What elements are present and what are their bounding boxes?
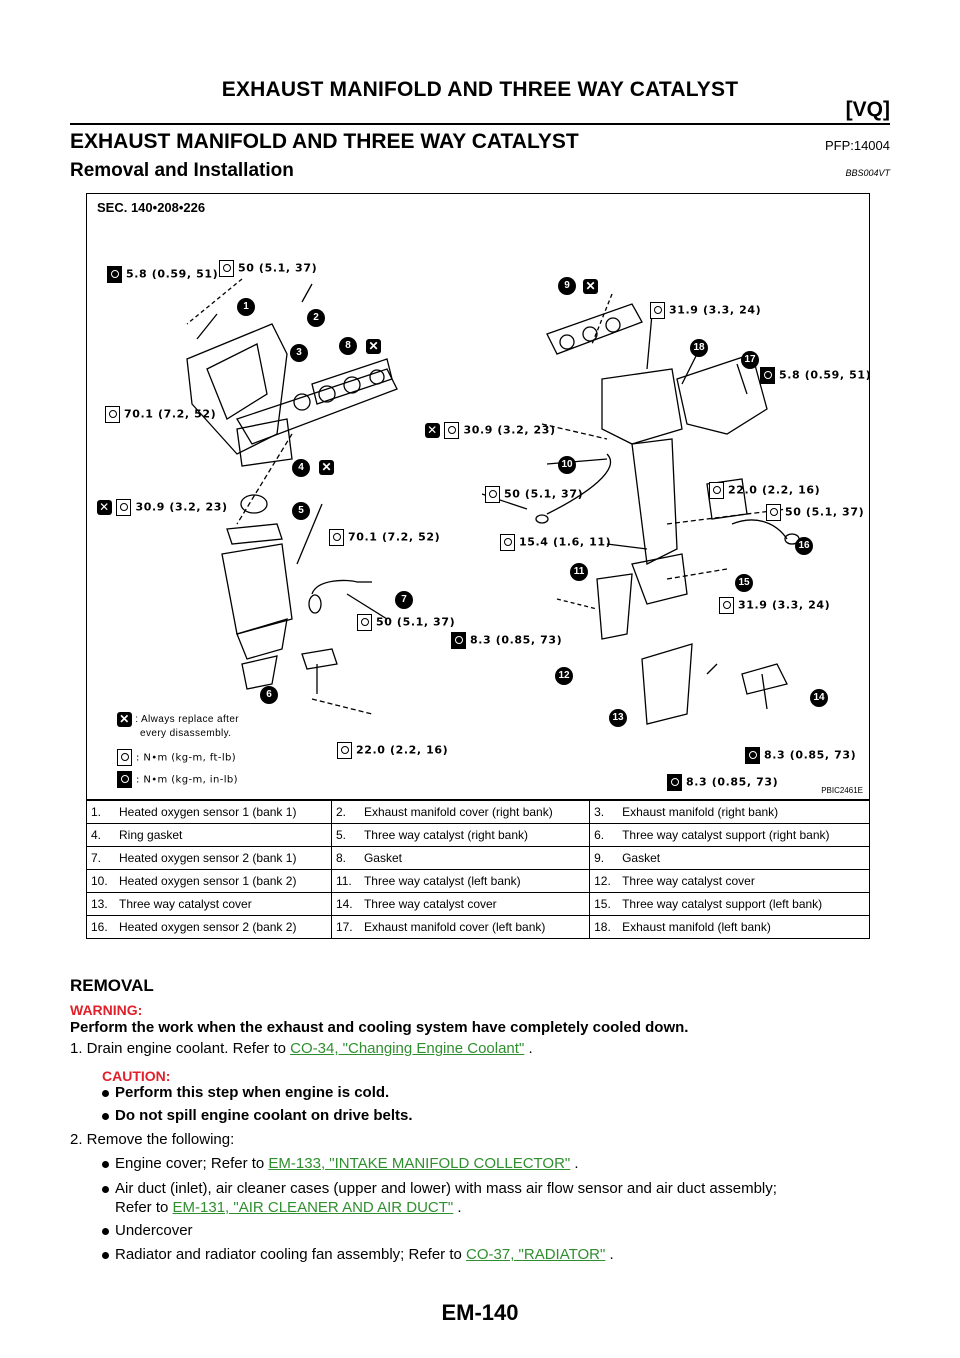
- warning-label: WARNING:: [70, 1002, 143, 1018]
- section-title: EXHAUST MANIFOLD AND THREE WAY CATALYST: [70, 130, 579, 153]
- torque-label: 5.8 (0.59, 51): [107, 266, 218, 283]
- part-number: 13.: [87, 893, 118, 916]
- bullet-icon: [102, 1252, 109, 1259]
- part-number: 17.: [331, 916, 362, 939]
- replace-icon: ✕: [366, 339, 381, 354]
- callout-14: 14: [810, 689, 828, 707]
- replace-icon: ✕: [319, 460, 334, 475]
- header-title: EXHAUST MANIFOLD AND THREE WAY CATALYST: [221, 78, 739, 101]
- callout-6: 6: [260, 686, 278, 704]
- callout-11: 11: [570, 563, 588, 581]
- torque-label: 50 (5.1, 37): [766, 504, 864, 521]
- callout-8: 8: [339, 337, 357, 355]
- subsection-title: Removal and Installation: [70, 160, 294, 181]
- callout-10: 10: [558, 456, 576, 474]
- replace-icon: ✕: [97, 500, 112, 515]
- part-number: 6.: [590, 824, 621, 847]
- torque-label: 31.9 (3.3, 24): [719, 597, 830, 614]
- torque-inlb-icon: [107, 266, 122, 283]
- callout-18: 18: [690, 339, 708, 357]
- torque-ftlb-icon: [500, 534, 515, 551]
- table-row: [87, 824, 870, 847]
- part-number: 11.: [331, 870, 362, 893]
- torque-inlb-icon: [667, 774, 682, 791]
- caution-item: Perform this step when engine is cold.: [102, 1084, 389, 1101]
- torque-ftlb-icon: [337, 742, 352, 759]
- bullet-icon: [102, 1090, 109, 1097]
- page-number-top: EM-140: [441, 1300, 519, 1325]
- torque-label: 22.0 (2.2, 16): [709, 482, 820, 499]
- part-name: Three way catalyst cover: [620, 870, 869, 893]
- removal-item: Undercover: [102, 1222, 193, 1239]
- subsection-code: BBS004VT: [845, 168, 890, 178]
- callout-7: 7: [395, 591, 413, 609]
- torque-ftlb-icon: [105, 406, 120, 423]
- torque-label: 5.8 (0.59, 51): [760, 367, 871, 384]
- header-section-code: [VQ]: [845, 98, 890, 121]
- part-name: Exhaust manifold cover (right bank): [362, 801, 590, 824]
- callout-16: 16: [795, 537, 813, 555]
- torque-ftlb-icon: [485, 486, 500, 503]
- callout-13: 13: [609, 709, 627, 727]
- part-number: 8.: [331, 847, 362, 870]
- bullet-icon: [102, 1161, 109, 1168]
- part-name: Gasket: [362, 847, 590, 870]
- removal-item-cont: Refer to EM-131, "AIR CLEANER AND AIR DUCT" .: [115, 1199, 462, 1216]
- part-name: Gasket: [620, 847, 869, 870]
- part-name: Exhaust manifold cover (left bank): [362, 916, 590, 939]
- bullet-icon: [102, 1186, 109, 1193]
- pfp-code: PFP:14004: [824, 138, 890, 153]
- part-name: Exhaust manifold (right bank): [620, 801, 869, 824]
- part-name: Heated oxygen sensor 2 (bank 1): [117, 847, 331, 870]
- step-1: 1. Drain engine coolant. Refer to CO-34, "Changing Engine Coolant" .: [70, 1040, 533, 1057]
- legend-inlb: : N•m (kg-m, in-lb): [117, 771, 238, 788]
- torque-label: 15.4 (1.6, 11): [500, 534, 611, 551]
- callout-2: 2: [307, 309, 325, 327]
- header-rule: [70, 123, 890, 125]
- warning-text: Perform the work when the exhaust and cooling system have completely cooled down.: [70, 1019, 689, 1036]
- part-number: 7.: [87, 847, 118, 870]
- part-number: 10.: [87, 870, 118, 893]
- replace-icon: ✕: [117, 712, 132, 727]
- replace-icon: ✕: [583, 279, 598, 294]
- part-number: 4.: [87, 824, 118, 847]
- torque-inlb-icon: [745, 747, 760, 764]
- figure-code: PBIC2461E: [821, 786, 863, 795]
- part-number: 14.: [331, 893, 362, 916]
- table-row: [87, 801, 870, 824]
- table-row: [87, 847, 870, 870]
- torque-label: 22.0 (2.2, 16): [337, 742, 448, 759]
- part-number: 3.: [590, 801, 621, 824]
- torque-ftlb-icon: [444, 422, 459, 439]
- callout-17: 17: [741, 351, 759, 369]
- table-row: [87, 893, 870, 916]
- part-name: Three way catalyst support (right bank): [620, 824, 869, 847]
- torque-ftlb-icon: [766, 504, 781, 521]
- part-name: Three way catalyst (left bank): [362, 870, 590, 893]
- callout-15: 15: [735, 574, 753, 592]
- torque-inlb-icon: [117, 771, 132, 788]
- replace-icon: ✕: [425, 423, 440, 438]
- caution-item: Do not spill engine coolant on drive belts.: [102, 1107, 413, 1124]
- part-number: 2.: [331, 801, 362, 824]
- legend-replace-2: every disassembly.: [140, 728, 232, 739]
- callout-12: 12: [555, 667, 573, 685]
- torque-ftlb-icon: [719, 597, 734, 614]
- removal-item: Radiator and radiator cooling fan assembly; Refer to CO-37, "RADIATOR" .: [102, 1246, 614, 1263]
- torque-ftlb-icon: [117, 749, 132, 766]
- part-name: Exhaust manifold (left bank): [620, 916, 869, 939]
- part-number: 1.: [87, 801, 118, 824]
- step-2: 2. Remove the following:: [70, 1131, 235, 1148]
- part-name: Heated oxygen sensor 1 (bank 2): [117, 870, 331, 893]
- part-number: 18.: [590, 916, 621, 939]
- torque-inlb-icon: [760, 367, 775, 384]
- section-reference: SEC. 140•208•226: [97, 200, 206, 215]
- torque-inlb-icon: [451, 632, 466, 649]
- callout-4: 4: [292, 459, 310, 477]
- exploded-diagram: [86, 193, 870, 800]
- torque-label: 8.3 (0.85, 73): [745, 747, 856, 764]
- part-name: Three way catalyst support (left bank): [620, 893, 869, 916]
- part-number: 5.: [331, 824, 362, 847]
- link-em-131[interactable]: EM-131, "AIR CLEANER AND AIR DUCT": [172, 1199, 454, 1216]
- torque-ftlb-icon: [650, 302, 665, 319]
- torque-ftlb-icon: [116, 499, 131, 516]
- removal-item: Air duct (inlet), air cleaner cases (upper and lower) with mass air flow sensor and air duct assembly;: [102, 1180, 892, 1197]
- part-name: Heated oxygen sensor 2 (bank 2): [117, 916, 331, 939]
- torque-label: ✕ 30.9 (3.2, 23): [425, 422, 556, 439]
- callout-9: 9: [558, 277, 576, 295]
- removal-item: Engine cover; Refer to EM-133, "INTAKE MANIFOLD COLLECTOR" .: [102, 1155, 579, 1172]
- torque-label: 8.3 (0.85, 73): [451, 632, 562, 649]
- part-number: 12.: [590, 870, 621, 893]
- callout-3: 3: [290, 344, 308, 362]
- callout-5: 5: [292, 502, 310, 520]
- torque-ftlb-icon: [219, 260, 234, 277]
- link-co-34[interactable]: CO-34, "Changing Engine Coolant": [290, 1040, 525, 1057]
- bullet-icon: [102, 1228, 109, 1235]
- link-co-37[interactable]: CO-37, "RADIATOR": [466, 1246, 606, 1263]
- torque-label: 50 (5.1, 37): [357, 614, 455, 631]
- torque-label: 8.3 (0.85, 73): [667, 774, 778, 791]
- torque-ftlb-icon: [329, 529, 344, 546]
- torque-label: 50 (5.1, 37): [485, 486, 583, 503]
- part-name: Three way catalyst cover: [117, 893, 331, 916]
- legend-replace: ✕ : Always replace after: [117, 712, 239, 727]
- part-name: Three way catalyst cover: [362, 893, 590, 916]
- torque-ftlb-icon: [709, 482, 724, 499]
- removal-heading: REMOVAL: [70, 976, 154, 995]
- part-name: Ring gasket: [117, 824, 331, 847]
- torque-ftlb-icon: [357, 614, 372, 631]
- part-number: 15.: [590, 893, 621, 916]
- bullet-icon: [102, 1113, 109, 1120]
- torque-label: 70.1 (7.2, 52): [105, 406, 216, 423]
- link-em-133[interactable]: EM-133, "INTAKE MANIFOLD COLLECTOR": [268, 1155, 571, 1172]
- part-name: Heated oxygen sensor 1 (bank 1): [117, 801, 331, 824]
- caution-label: CAUTION:: [102, 1068, 171, 1084]
- torque-label: 50 (5.1, 37): [219, 260, 317, 277]
- table-row: [87, 870, 870, 893]
- callout-1: 1: [237, 298, 255, 316]
- torque-label: 31.9 (3.3, 24): [650, 302, 761, 319]
- legend-ftlb: : N•m (kg-m, ft-lb): [117, 749, 236, 766]
- torque-label: 70.1 (7.2, 52): [329, 529, 440, 546]
- part-name: Three way catalyst (right bank): [362, 824, 590, 847]
- torque-label: ✕ 30.9 (3.2, 23): [97, 499, 228, 516]
- part-number: 16.: [87, 916, 118, 939]
- parts-table: [86, 800, 870, 939]
- table-row: [87, 916, 870, 939]
- part-number: 9.: [590, 847, 621, 870]
